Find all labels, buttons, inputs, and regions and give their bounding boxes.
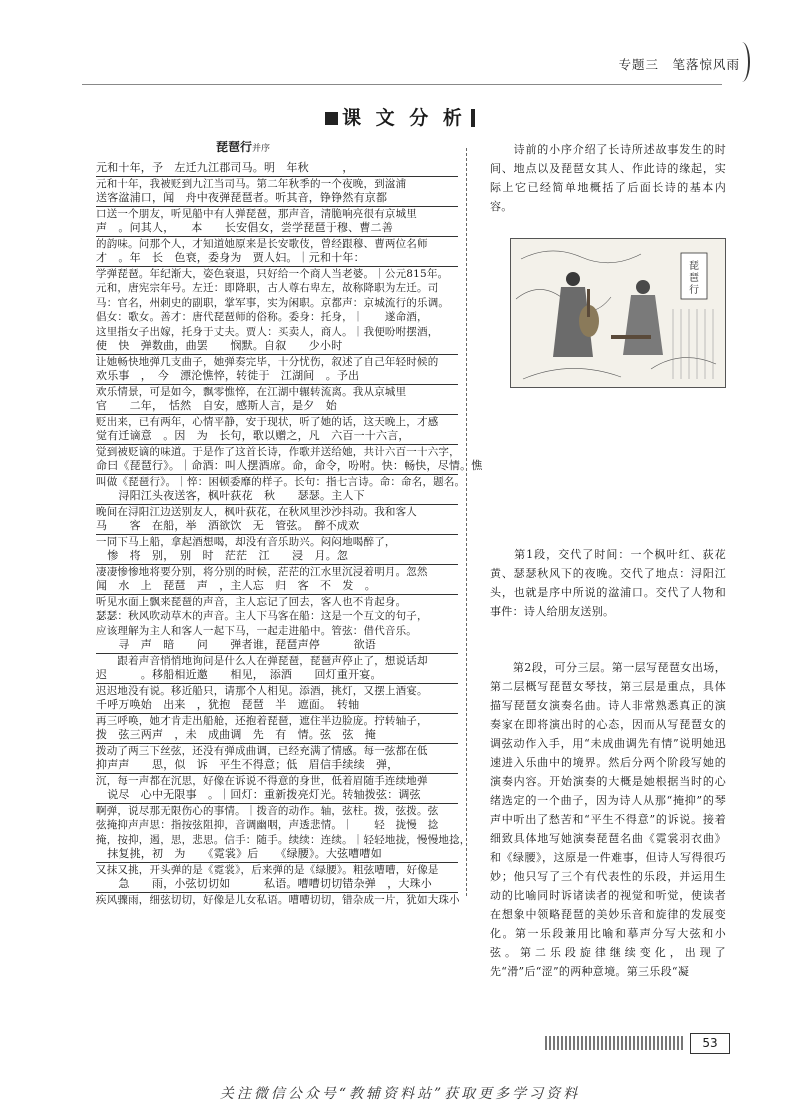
poem-gloss-line: 欢乐情景，可是如今，飘零憔悴，在江湖中辗转流离。我从京城里 <box>96 385 407 398</box>
poem-gloss-line: 凄凄惨惨地将要分别，将分别的时候，茫茫的江水里沉浸着明月。忽然 <box>96 565 428 578</box>
chapter-header: 专题三 笔落惊风雨 <box>618 57 740 72</box>
poem-text-line: 命曰《琵琶行》。｜命酒：叫人摆酒席。命，命令，吩咐。快：畅快，尽情。憔 <box>96 459 458 475</box>
poem-text-line: 拨 弦三两声 ，未 成曲调 先 有 情。弦 弦 掩 <box>96 728 458 744</box>
column-divider <box>466 148 467 896</box>
poem-gloss-line: 学弹琵琶。年纪渐大，姿色衰退，只好给一个商人当老婆。｜公元815年。 <box>96 267 449 280</box>
poem-text-line: 千呼万唤始 出来 ，犹抱 琵琶 半 遮面。 转轴 <box>96 698 458 714</box>
poem-gloss-line: 马：官名，州刺史的副职，掌军事，实为闲职。京都声：京城流行的乐调。 <box>96 296 450 309</box>
poem-text-line: 马 客 在船，举 酒欲饮 无 管弦。 醉不成欢 <box>96 519 458 535</box>
poem-gloss-line: 元和，唐宪宗年号。左迁：即降职，古人尊右卑左，故称降职为左迁。司 <box>96 282 439 294</box>
poem-text-line: 说尽 心中无限事 。｜回灯：重新拨亮灯光。转轴拨弦：调弦 <box>96 788 458 804</box>
poem-gloss-line: 瑟瑟：秋风吹动草木的声音。主人下马客在船：这是一个互文的句子， <box>96 610 428 622</box>
poem-text-line: 欢乐事 ， 今 漂沦憔悴，转徙于 江湖间 。予出 <box>96 369 458 385</box>
poem-text-line: 闻 水 上 琵琶 声 ，主人忘 归 客 不 发 。 <box>96 579 458 595</box>
poem-gloss-line: 跟着声音悄悄地询问是什么人在弹琵琶，琵琶声停止了，想说话却 <box>96 654 428 667</box>
caption-char: 琵 <box>689 261 699 272</box>
poem-text-line: 才 。年 长 色衰，委身为 贾人妇。｜元和十年： <box>96 251 458 267</box>
section-title <box>0 103 800 130</box>
poem-text-line: 觉有迁谪意 。因 为 长句，歌以赠之，凡 六百一十六言， <box>96 429 458 445</box>
poem-text-line: 急 雨，小弦切切如 私语。嘈嘈切切错杂弹 ，大珠小 <box>96 877 458 893</box>
poem-text-line: 元和十年，予 左迁九江郡司马。明 年秋 ， <box>96 161 458 177</box>
caption-char: 行 <box>689 285 699 296</box>
poem-gloss-line: 疾风骤雨，细弦切切，好像是儿女私语。嘈嘈切切，错杂成一片，犹如大珠小 <box>96 893 460 906</box>
poem-text-line: 送客湓浦口，闻 舟中夜弹琵琶者。听其音，铮铮然有京都 <box>96 191 458 207</box>
poem-gloss-line: 拨动了两三下丝弦，还没有弹成曲调，已经充满了情感。每一弦都在低 <box>96 744 428 757</box>
poem-text-line: 官 二年， 恬然 自安，感斯人言，是夕 始 <box>96 399 458 415</box>
poem-gloss-line: 元和十年，我被贬到九江当司马。第二年秋季的一个夜晚，到湓浦 <box>96 177 407 190</box>
figure-head <box>566 272 580 286</box>
poem-text-line: 寻 声 暗 问 弹者谁，琵琶声停 欲语 <box>96 638 458 654</box>
poem-text-line: 抹复挑，初 为 《霓裳》后 《绿腰》。大弦嘈嘈如 <box>96 847 458 863</box>
poem-gloss-line: 觉到被贬谪的味道。于是作了这首长诗，作歌并送给她，共计六百一十六字， <box>96 445 460 458</box>
poem-gloss-line: 啊弹，说尽那无限伤心的事情。｜拨音的动作。轴，弦柱。拨，弦拨。弦 <box>96 804 439 817</box>
poem-gloss-line: 掩，按抑，遏，思，悲思。信手：随手。续续：连续。｜轻轻地拢，慢慢地捻， <box>96 833 471 846</box>
poem-subtitle: 并序 <box>252 144 271 154</box>
poem-text-line: 惨 将 别， 别 时 茫茫 江 浸 月。忽 <box>96 549 458 565</box>
poem-text-line: 使 快 弹数曲，曲罢 悯默。自叙 少小时 <box>96 339 458 355</box>
poem-text-line: 浔阳江头夜送客，枫叶荻花 秋 瑟瑟。主人下 <box>96 489 458 505</box>
caption-char: 琶 <box>689 273 699 284</box>
title-square-icon <box>325 112 338 125</box>
poem-column <box>96 138 483 906</box>
poem-gloss-line: 弦掩抑声声思：指按弦阻抑，音调幽咽，声透悲情。｜ 轻 拢慢 捻 <box>96 819 439 831</box>
poem-gloss-line: 倡女：歌女。善才：唐代琵琶师的俗称。委身：托身，｜ 遂命酒， <box>96 311 428 323</box>
poem-gloss-line: 迟迟地没有说。移近船只，请那个人相见。添酒，挑灯，又摆上酒宴。 <box>96 684 428 697</box>
poem-lines <box>96 161 483 907</box>
poem-gloss-line: 贬出来，已有两年，心情平静，安于现状，听了她的话，这天晚上，才感 <box>96 415 439 428</box>
page-number: 53 <box>690 1033 730 1054</box>
commentary-paragraph-1: 诗前的小序介绍了长诗所述故事发生的时间、地点以及琵琶女其人、作此诗的缘起，实际上它已经简单地概括了后面长诗的基本内容。 <box>490 143 726 213</box>
poem-gloss-line: 口送一个朋友，听见船中有人弹琵琶，那声音，清脆响亮很有京城里 <box>96 207 417 220</box>
poem-gloss-line: 又抹又挑，开头弹的是《霓裳》，后来弹的是《绿腰》。粗弦嘈嘈，好像是 <box>96 863 439 876</box>
poem-text-line: 抑声声 思，似 诉 平生不得意；低 眉信手续续 弹， <box>96 758 458 774</box>
commentary-paragraph-3: 第2段，可分三层。第一层写琵琶女出场，第二层概写琵琶女琴技，第三层是重点，具体描写琵琶女演奏名曲。诗人非常熟悉真正的演奏家在即将演出时的心态，因而从写琵琶女的调弦动作入手，用“未成曲调先有情”说明她迅速进入乐曲中的境界。然后分两个阶段写她的演奏内容。开始演奏的大概是她根据当时的心绪选定的一个曲子，因为诗人从那“掩抑”的琴声中听出了愁苦和“平生不得意”的诉说。接着细致具体地写她演奏琵琶名曲《霓裳羽衣曲》和《绿腰》，这原是一件难事，但诗人写得很巧妙；他只写了三个有代表性的乐段，并运用生动的比喻同时诉诸读者的视觉和听觉，使读者在想象中领略琵琶的美妙乐音和旋律的发展变化。第一乐段兼用比喻和摹声分写大弦和小弦。第二乐段旋律继续变化，出现了先“滑”后“涩”的两种意境。第三乐段“凝 <box>490 661 726 978</box>
poem-title-text: 琵琶行 <box>216 140 253 154</box>
poem-gloss-line: 听见水面上飘来琵琶的声音，主人忘记了回去，客人也不肯起身。 <box>96 595 407 608</box>
illustration-caption <box>689 260 699 296</box>
footer-note: 关注微信公众号“教辅资料站”获取更多学习资料 <box>219 1086 581 1102</box>
table-icon <box>611 335 651 339</box>
poem-gloss-line: 再三呼唤，她才肯走出船舱，还抱着琵琶，遮住半边脸庞。拧转轴子， <box>96 714 428 727</box>
illustration <box>510 238 726 388</box>
poem-gloss-line: 一同下马上船，拿起酒想喝，却没有音乐助兴。闷闷地喝醉了， <box>96 535 396 548</box>
poem-text-line: 声 。问其人， 本 长安倡女，尝学琵琶于穆、曹二善 <box>96 221 458 237</box>
poem-gloss-line: 这里指女子出嫁，托身于丈夫。贾人：买卖人，商人。｜我便吩咐摆酒， <box>96 325 439 338</box>
illustration-svg <box>511 239 725 387</box>
figure-head <box>636 280 650 294</box>
poem-gloss-line: 沉，每一声都在沉思，好像在诉说不得意的身世，低着眉随手连续地弹 <box>96 774 428 787</box>
poem-gloss-line: 叫做《琵琶行》。｜悴：困顿委靡的样子。长句：指七言诗。命：命名，题名。 <box>96 475 466 488</box>
poem-gloss-line: 的韵味。问那个人，才知道她原来是长安歌伎，曾经跟穆、曹两位名师 <box>96 237 428 250</box>
poem-gloss-line: 应该理解为主人和客人一起下马，一起走进船中。管弦：借代音乐。 <box>96 624 417 637</box>
poem-text-line: 迟 。移船相近邀 相见， 添酒 回灯重开宴。 <box>96 668 458 684</box>
pipa-neck <box>587 289 590 317</box>
section-title-text: 课 文 分 析 <box>342 107 466 129</box>
footer-decoration <box>545 1036 685 1050</box>
commentary-paragraph-2: 第1段，交代了时间：一个枫叶红、荻花黄、瑟瑟秋风下的夜晚。交代了地点：浔阳江头，也就是序中所说的湓浦口。交代了人物和事件：诗人给朋友送别。 <box>490 548 726 618</box>
poem-gloss-line: 晚间在浔阳江边送别友人，枫叶荻花，在秋风里沙沙抖动。我和客人 <box>96 505 417 518</box>
poem-title <box>216 138 458 155</box>
header-rule <box>82 84 722 85</box>
title-bar-icon <box>471 109 475 127</box>
poem-gloss-line: 让她畅快地弹几支曲子，她弹奏完毕，十分忧伤，叙述了自己年轻时候的 <box>96 355 439 368</box>
